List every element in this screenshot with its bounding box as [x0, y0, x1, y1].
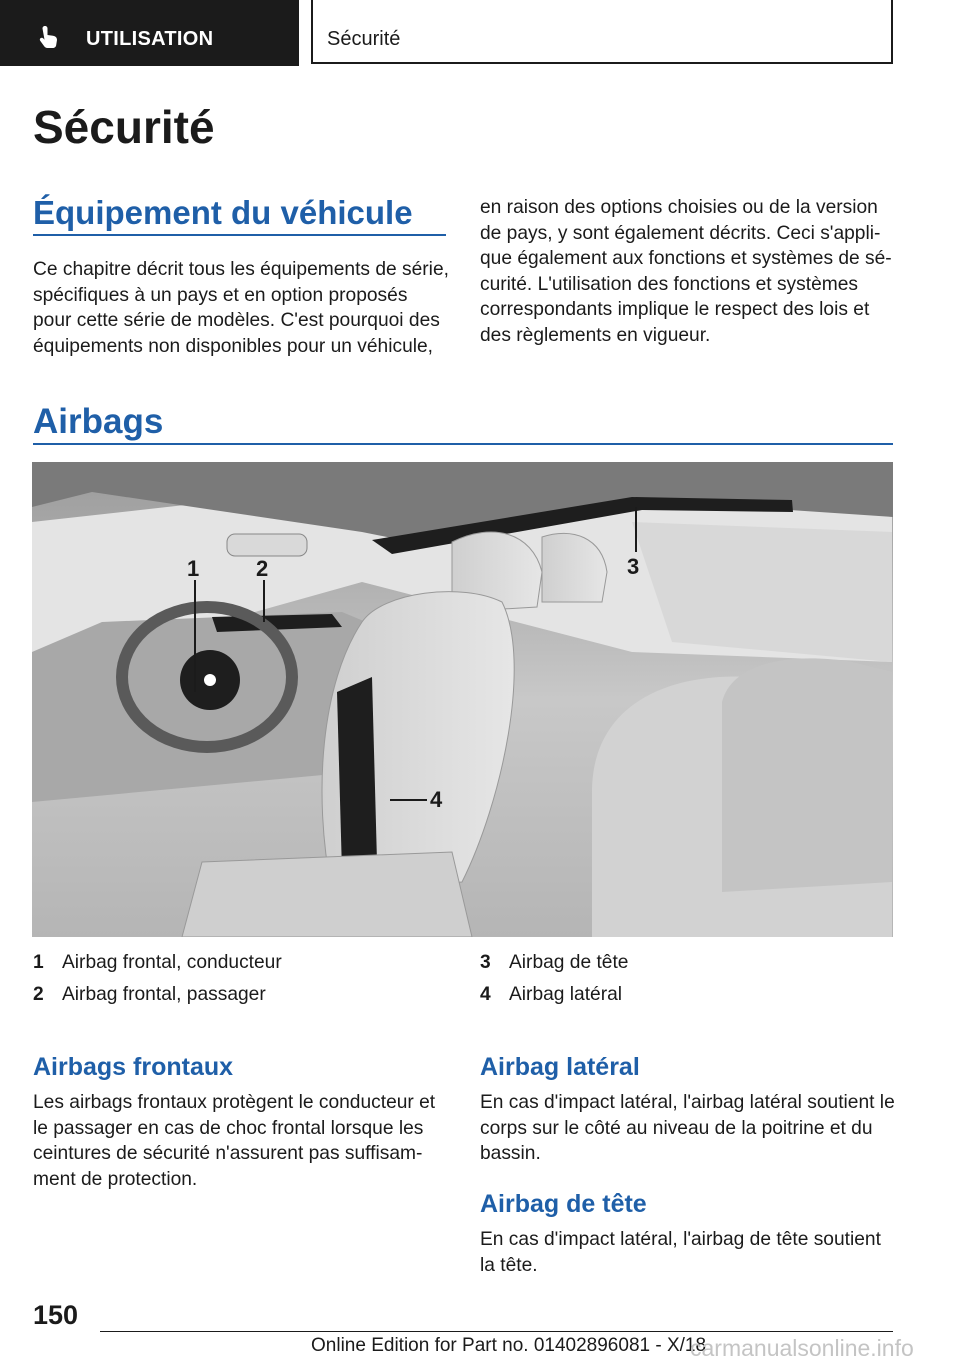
legend-number: 3 [480, 952, 491, 973]
figure-label-1: 1 [187, 556, 200, 581]
car-interior-drawing [32, 462, 893, 937]
legend-number: 2 [33, 984, 44, 1005]
lateral-heading: Airbag latéral [480, 1053, 640, 1081]
figure-label-4: 4 [430, 787, 443, 812]
equipment-text-right [480, 195, 892, 348]
text-line: en raison des options choisies ou de la version [480, 197, 878, 218]
page-title: Sécurité [33, 101, 215, 153]
text-line: que également aux fonctions et systèmes de sé- [480, 248, 892, 269]
section-tab [0, 0, 299, 66]
airbags-rule [33, 443, 893, 445]
equipment-text-left [33, 257, 449, 359]
head-text [480, 1227, 881, 1278]
legend-item [33, 952, 453, 978]
frontal-text [33, 1090, 435, 1192]
text-line: bassin. [480, 1143, 541, 1164]
legend-number: 4 [480, 984, 491, 1005]
legend-left [33, 952, 453, 1012]
equipment-heading: Équipement du véhicule [33, 194, 413, 231]
text-line: correspondants implique le respect des lois et [480, 299, 870, 320]
text-line: spécifiques à un pays et en option proposés [33, 284, 408, 306]
text-line: En cas d'impact latéral, l'airbag de tête soutient [480, 1229, 881, 1250]
watermark: carmanualsonline.info [690, 1335, 914, 1361]
breadcrumb [311, 0, 893, 64]
text-line: ment de protection. [33, 1168, 198, 1190]
figure-label-3: 3 [627, 554, 640, 579]
text-line: Ce chapitre décrit tous les équipements de série, [33, 259, 449, 280]
legend-number: 1 [33, 952, 44, 973]
text-line: En cas d'impact latéral, l'airbag latéral soutient le [480, 1092, 895, 1113]
legend-item [33, 984, 453, 1010]
airbag-illustration [32, 462, 893, 937]
airbags-heading: Airbags [33, 402, 164, 441]
frontal-heading: Airbags frontaux [33, 1053, 234, 1081]
legend-text: Airbag latéral [509, 984, 623, 1005]
breadcrumb-label: Sécurité [327, 28, 401, 50]
side-airbag-shape [337, 677, 377, 872]
text-line: corps sur le côté au niveau de la poitrine et du [480, 1117, 873, 1139]
text-line: curité. L'utilisation des fonctions et systèmes [480, 273, 858, 295]
text-line: ceintures de sécurité n'assurent pas suffisam- [33, 1143, 423, 1164]
page-number: 150 [33, 1300, 79, 1330]
legend-text: Airbag frontal, conducteur [62, 952, 282, 973]
head-heading: Airbag de tête [480, 1190, 647, 1218]
text-line: pour cette série de modèles. C'est pourquoi des [33, 310, 440, 331]
lateral-text [480, 1090, 895, 1167]
legend-text: Airbag de tête [509, 952, 629, 973]
pointing-hand-icon [36, 24, 62, 50]
legend-item [480, 984, 880, 1010]
text-line: Les airbags frontaux protègent le conducteur et [33, 1092, 436, 1113]
legend-item [480, 952, 880, 978]
legend-right [480, 952, 900, 1012]
legend-text: Airbag frontal, passager [62, 984, 266, 1005]
edition-text: Online Edition for Part no. 01402896081 - X/18 [311, 1335, 707, 1356]
text-line: de pays, y sont également décrits. Ceci s'appli- [480, 222, 881, 244]
equipment-rule [33, 234, 446, 236]
text-line: des règlements en vigueur. [480, 324, 711, 346]
text-line: le passager en cas de choc frontal lorsque les [33, 1117, 424, 1139]
figure-label-2: 2 [256, 556, 269, 581]
text-line: la tête. [480, 1254, 538, 1276]
footer-rule [100, 1331, 893, 1332]
section-label: UTILISATION [86, 28, 214, 50]
text-line: équipements non disponibles pour un véhicule, [33, 335, 434, 357]
